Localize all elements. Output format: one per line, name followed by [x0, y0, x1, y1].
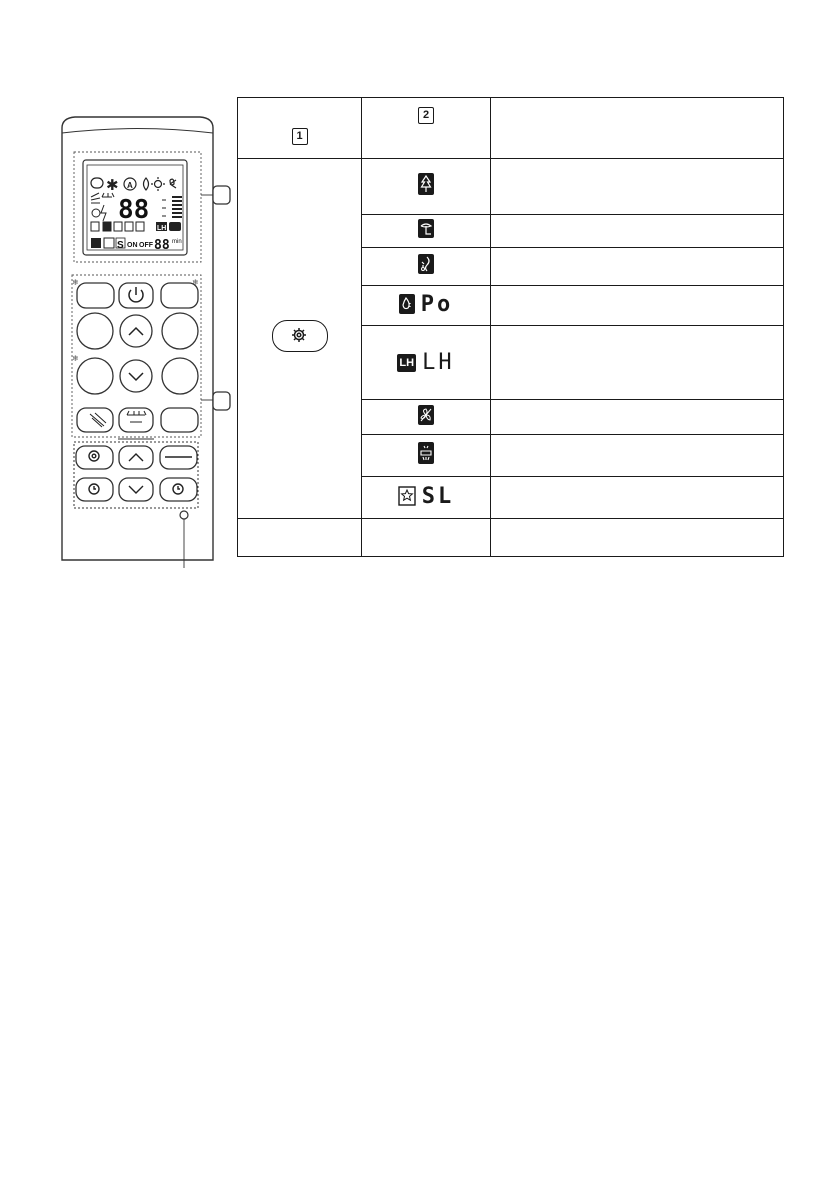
- sensor-dot: [180, 511, 188, 519]
- icon-cell: [362, 435, 491, 477]
- description-cell: [491, 477, 784, 519]
- svg-text:❄: ❄: [72, 354, 79, 363]
- description-cell: [491, 286, 784, 326]
- number-badge-1: 1: [292, 128, 308, 145]
- set-temp-up-button[interactable]: [119, 446, 153, 469]
- svg-text:✱: ✱: [106, 176, 119, 194]
- icon-cell: [362, 477, 491, 519]
- gear-icon: [272, 320, 326, 350]
- swing-vertical-button[interactable]: [77, 408, 113, 432]
- code-po: Po: [420, 291, 454, 317]
- jet-button[interactable]: [161, 408, 198, 432]
- lcd-off-indicator: OFF: [139, 242, 153, 249]
- right-round-button-1[interactable]: [162, 313, 198, 349]
- table-row: [238, 159, 784, 215]
- header-cell-3: [491, 98, 784, 159]
- tree-icon: [418, 173, 434, 195]
- description-cell: [491, 326, 784, 400]
- ionizer-icon: [418, 254, 434, 274]
- svg-text:min: min: [172, 239, 182, 245]
- leaf-icon: [418, 219, 434, 238]
- icon-cell: [362, 326, 491, 400]
- no-fan-icon: [418, 405, 434, 425]
- description-cell: [491, 400, 784, 435]
- number-badge-2: 2: [418, 107, 434, 124]
- code-lh: LH: [422, 350, 455, 375]
- settings-button-cell: [238, 159, 362, 519]
- icon-cell: [362, 215, 491, 248]
- settings-button[interactable]: [272, 320, 328, 352]
- lcd-temperature-digits: 88: [118, 195, 150, 225]
- star-icon: [398, 486, 416, 506]
- svg-text:❄: ❄: [72, 278, 79, 287]
- description-cell: [491, 435, 784, 477]
- temp-down-button[interactable]: [120, 360, 152, 392]
- header-cell-2: [362, 98, 491, 159]
- callout-marker-2: [213, 392, 230, 410]
- svg-text:A: A: [127, 181, 133, 190]
- description-cell: [491, 519, 784, 557]
- lcd-timer-digits: 88: [154, 238, 170, 253]
- icon-cell: [362, 159, 491, 215]
- lcd-s-indicator: S: [117, 240, 124, 251]
- left-round-button-2[interactable]: [77, 358, 113, 394]
- icon-cell: [362, 248, 491, 286]
- table-header-row: [238, 98, 784, 159]
- icon-cell: [362, 400, 491, 435]
- description-cell: [491, 159, 784, 215]
- description-cell: [491, 215, 784, 248]
- svg-text:LH: LH: [157, 225, 167, 232]
- lcd-on-indicator: ON: [127, 242, 138, 249]
- left-round-button-1[interactable]: [77, 313, 113, 349]
- mode-button[interactable]: [77, 283, 114, 308]
- drop-icon: [399, 294, 415, 314]
- code-sl: SL: [421, 483, 455, 509]
- swing-horizontal-button[interactable]: [119, 408, 153, 432]
- remote-control-illustration: [0, 0, 240, 580]
- right-round-button-2[interactable]: [162, 358, 198, 394]
- empty-cell: [362, 519, 491, 557]
- table-row: [238, 519, 784, 557]
- header-cell-1: [238, 98, 362, 159]
- svg-text:❄: ❄: [192, 278, 199, 287]
- temp-up-button[interactable]: [120, 315, 152, 347]
- feature-reference-table: [237, 97, 784, 557]
- clean-icon: [418, 442, 434, 464]
- lh-badge-icon: LH: [397, 354, 416, 372]
- callout-marker-1: [213, 186, 230, 204]
- set-temp-down-button[interactable]: [119, 478, 153, 501]
- power-button[interactable]: [119, 283, 153, 308]
- icon-cell: [362, 286, 491, 326]
- empty-cell: [238, 519, 362, 557]
- description-cell: [491, 248, 784, 286]
